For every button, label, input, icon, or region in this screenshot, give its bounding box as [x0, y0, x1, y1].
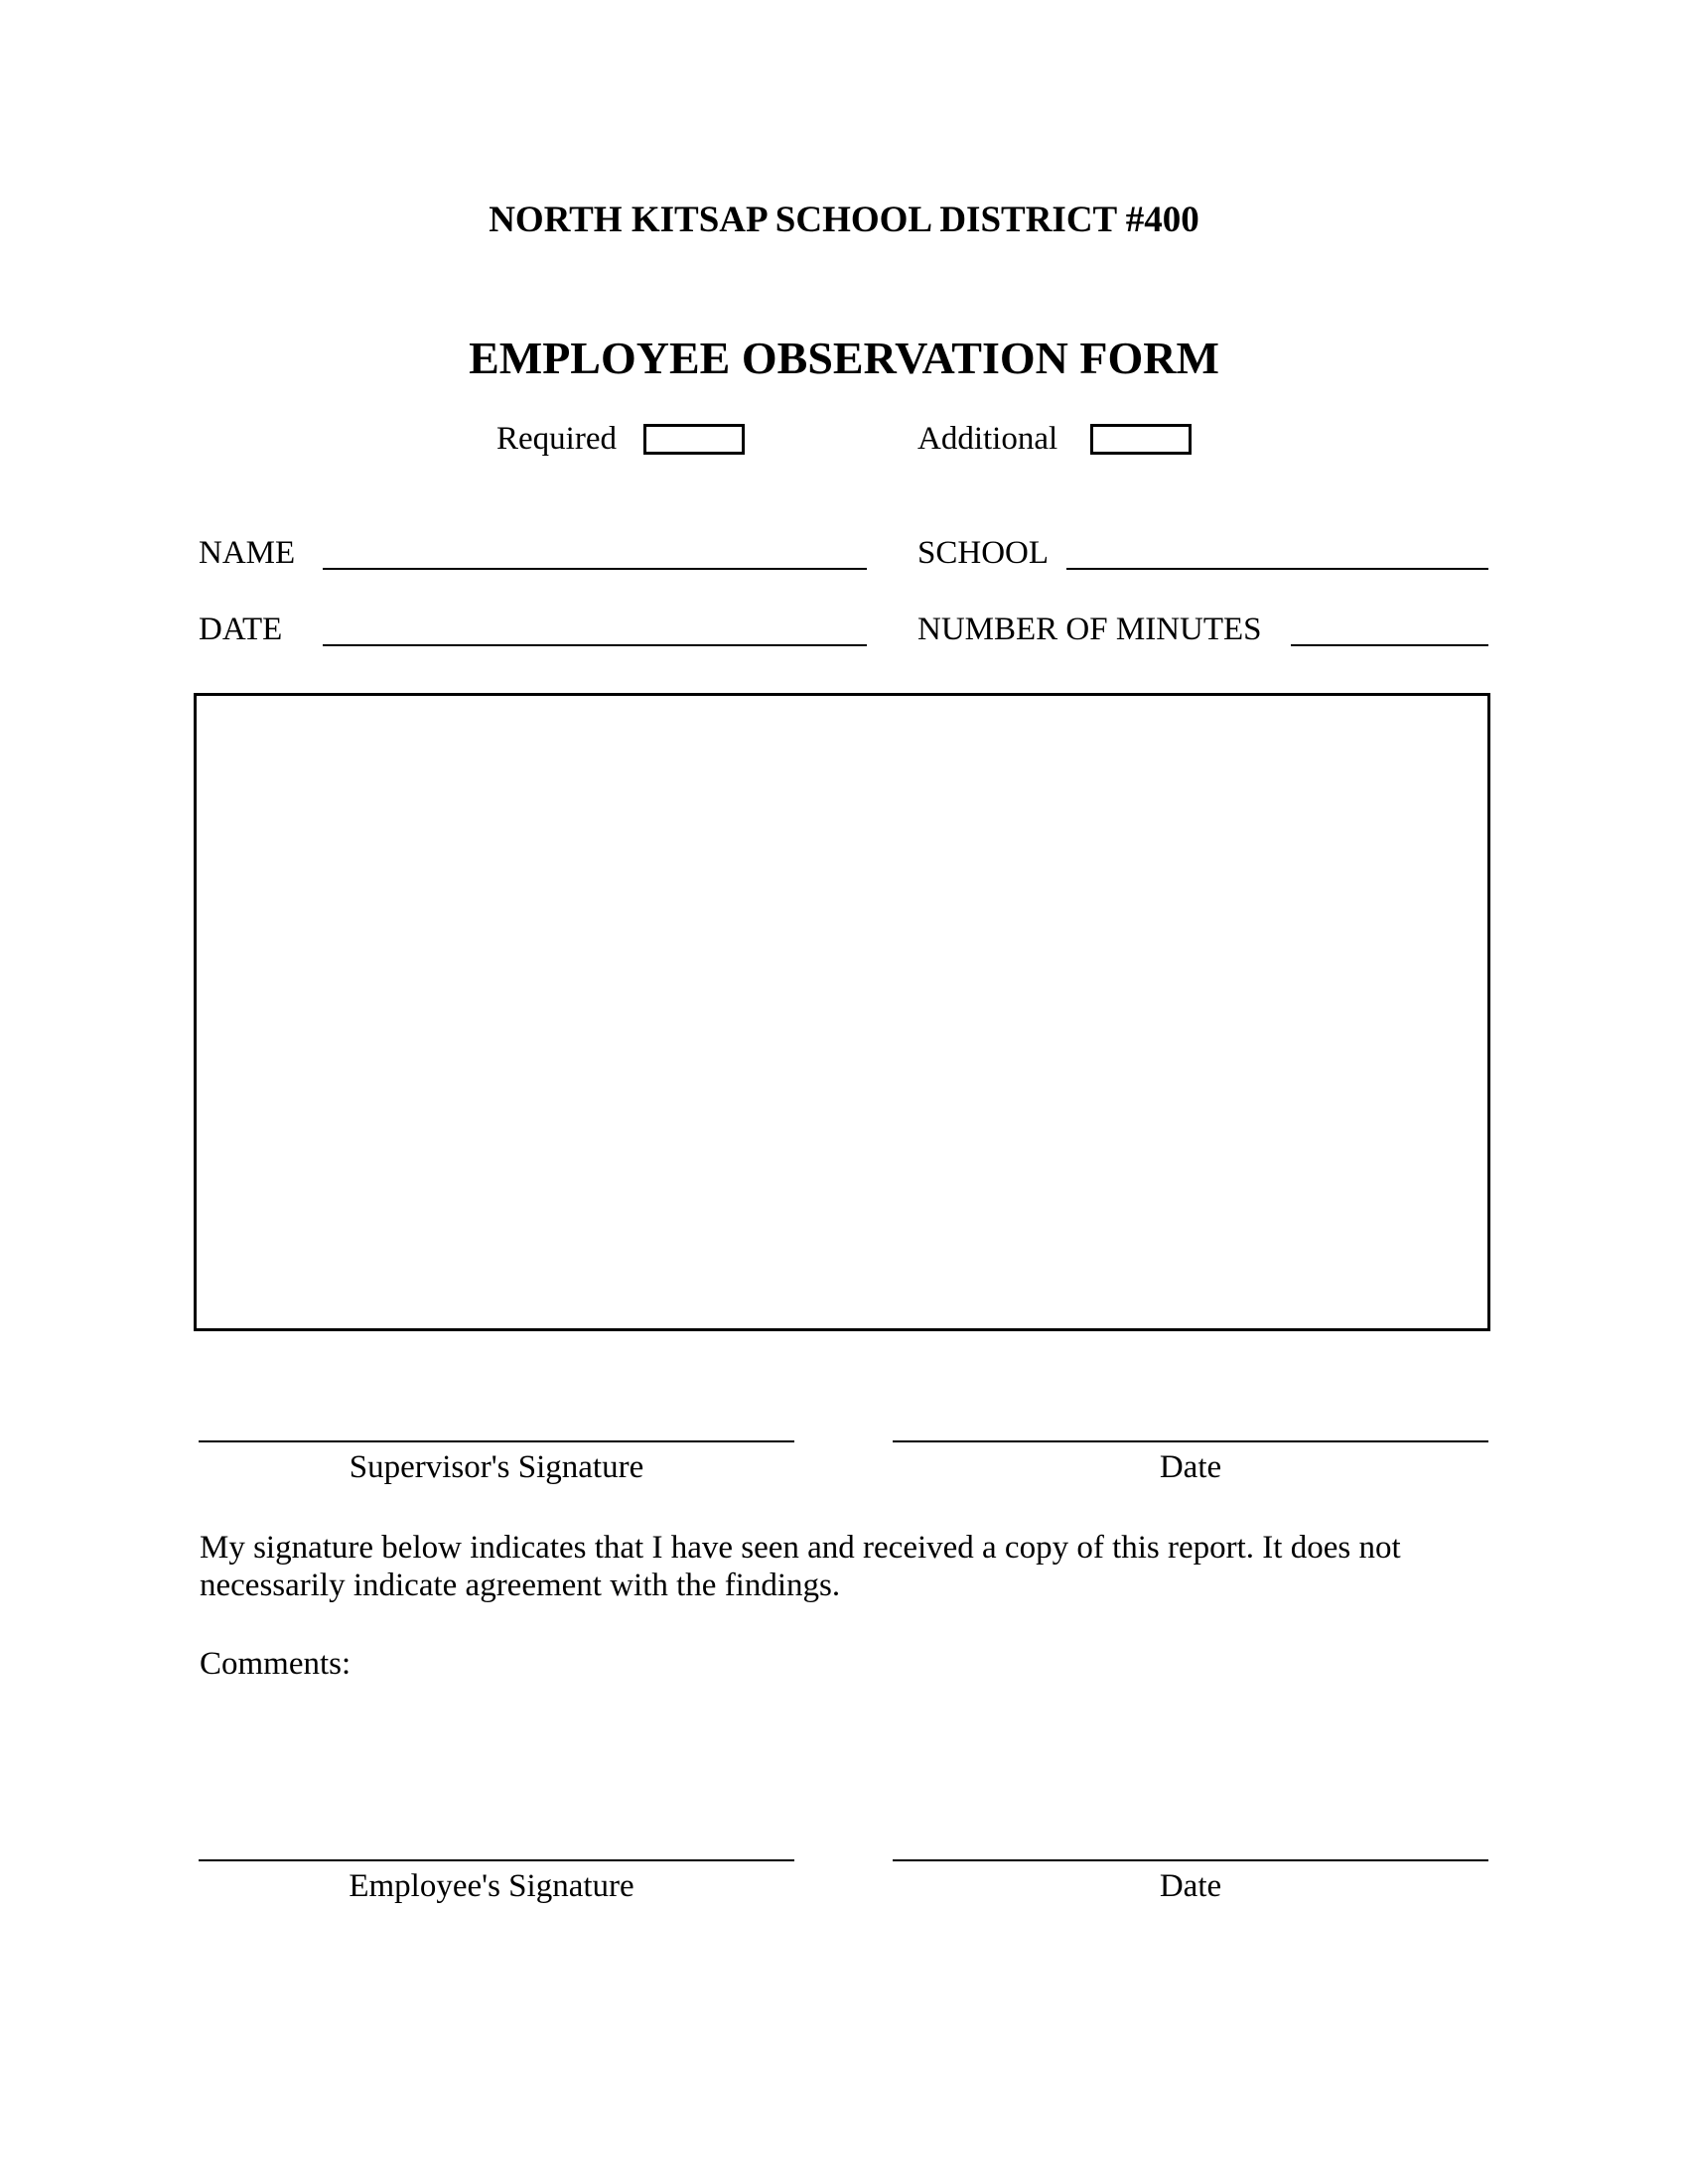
supervisor-date-line[interactable] — [893, 1440, 1488, 1442]
employee-signature-caption: Employee's Signature — [349, 1868, 634, 1904]
required-label: Required — [496, 421, 617, 457]
acknowledgement-text: My signature below indicates that I have seen and received a copy of this report. It does not necessarily indicate agreement with the findings. — [200, 1530, 1401, 1603]
employee-signature-line[interactable] — [199, 1859, 774, 1861]
school-field[interactable] — [1066, 530, 1488, 570]
form-title: EMPLOYEE OBSERVATION FORM — [469, 333, 1219, 383]
supervisor-signature-tick — [199, 1440, 218, 1442]
date-field[interactable] — [323, 607, 867, 646]
observation-notes-box — [194, 693, 1490, 1331]
supervisor-signature-caption: Supervisor's Signature — [349, 1449, 644, 1485]
supervisor-date-caption: Date — [1159, 1449, 1222, 1485]
employee-date-caption: Date — [1159, 1868, 1222, 1904]
date-label: DATE — [199, 612, 283, 647]
minutes-field[interactable] — [1291, 607, 1488, 646]
comments-field[interactable] — [199, 1688, 1493, 1850]
name-field[interactable] — [323, 530, 867, 570]
name-label: NAME — [199, 535, 296, 571]
required-checkbox[interactable] — [643, 424, 745, 455]
additional-label: Additional — [917, 421, 1058, 457]
comments-label: Comments: — [200, 1646, 352, 1682]
school-label: SCHOOL — [917, 535, 1050, 571]
employee-date-line[interactable] — [893, 1859, 1488, 1861]
additional-checkbox[interactable] — [1090, 424, 1192, 455]
minutes-label: NUMBER OF MINUTES — [917, 612, 1262, 647]
observation-notes-field[interactable] — [197, 696, 1487, 1328]
employee-signature-tick — [774, 1859, 794, 1861]
supervisor-signature-line[interactable] — [218, 1440, 794, 1442]
district-title: NORTH KITSAP SCHOOL DISTRICT #400 — [489, 200, 1199, 240]
